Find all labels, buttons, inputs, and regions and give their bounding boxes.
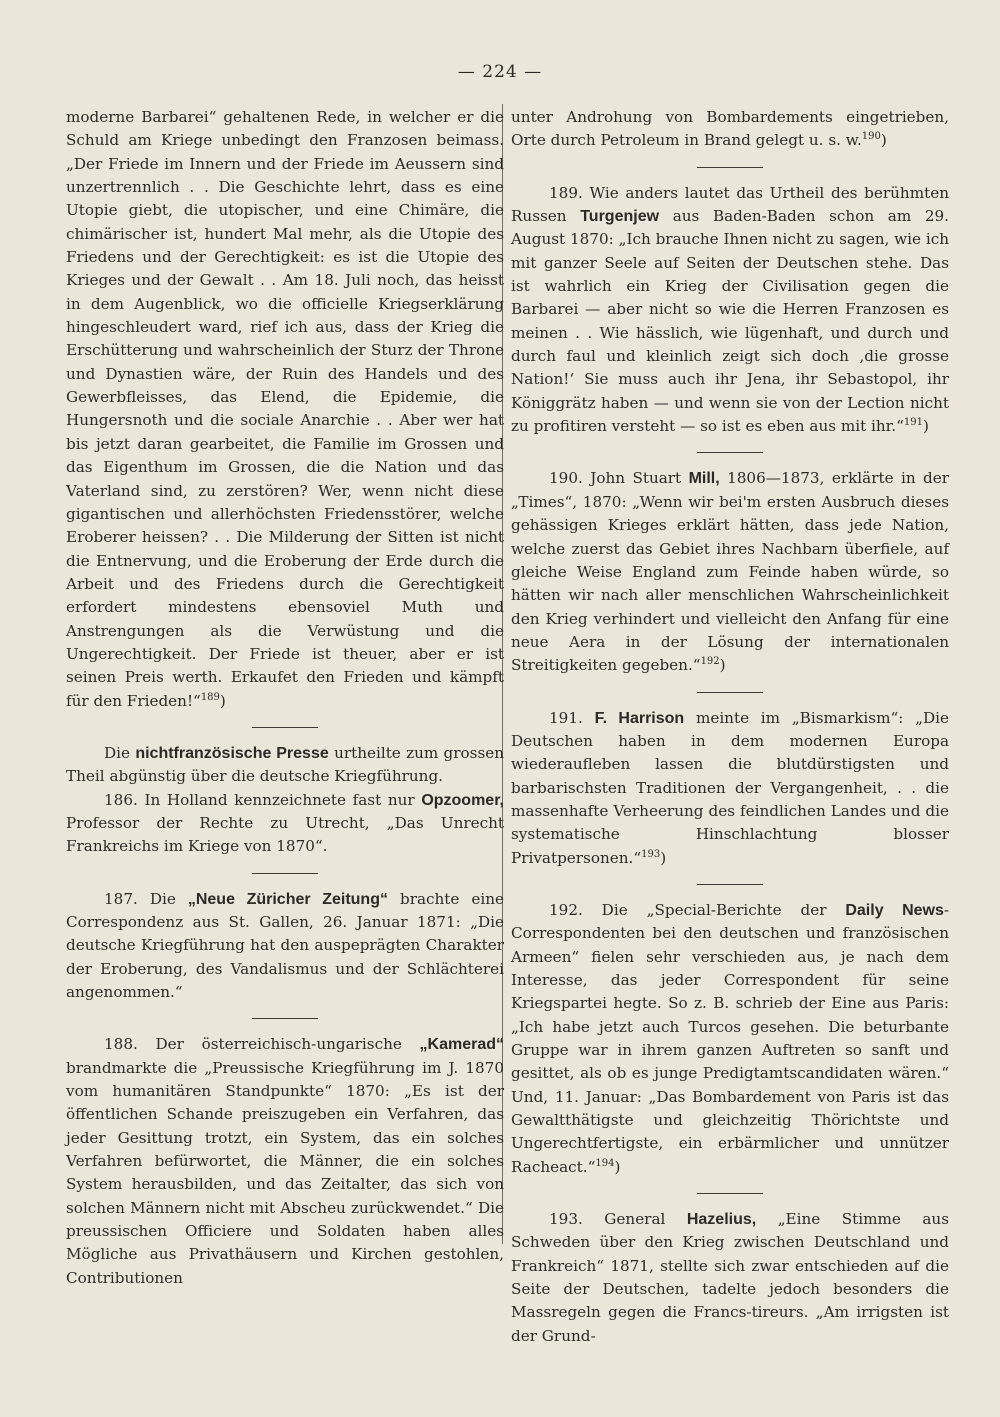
paragraph-186 [66,789,504,859]
emphasis-text: Opzoomer, [421,791,504,809]
section-rule [697,167,763,168]
footnote-ref: 194 [595,1157,615,1169]
right-column [511,106,949,1348]
paragraph-text: moderne Barbarei“ gehaltenen Rede, in welcher er die Schuld am Kriege unbedingt den Franzosen beimass. „Der Friede im Innern und der Friede im Aeussern sind unzertrennlich . . Die Geschichte lehrt, dass es eine Utopie giebt, die utopischer, und eine Chimäre, die chimärischer ist, hundert Mal mehr, als die Utopie des Friedens und der Gerechtigkeit: es ist die Utopie des Krieges und der Gewalt . . Am 18. Juli noch, das heisst in dem Augenblick, wo die officielle Kriegserklärung hingeschleudert ward, rief ich aus, dass der Krieg die Erschütterung und wahrscheinlich der Sturz der Throne und Dynastien wäre, der Ruin des Handels und des Gewerbfleisses, das Elend, die Epidemie, die Hungersnoth und die sociale Anarchie . . Aber wer hat bis jetzt daran gearbeitet, die Familie im Grossen und das Eigenthum im Grossen, die die Nation und das Vaterland sind, zu zerstören? Wer, wenn nicht diese gigantischen und allerhöchsten Friedensstörer, welche Eroberer heissen? . . Die Milderung der Sitten ist nicht die Entnervung, und die Eroberung der Erde durch die Arbeit und des Friedens durch die Gerechtigkeit erfordert mindestens ebensoviel Muth und Anstrengungen als die Verwüstung und die Ungerechtigkeit. Der Friede ist theuer, aber er ist seinen Preis werth. Erkaufet den Frieden und kämpft für den Frieden!“ [66,108,504,710]
paragraph-text: unter Androhung von Bombardements eingetrieben, Orte durch Petroleum in Brand gelegt u. s. w. [511,108,949,150]
paragraph-text: Die [104,743,131,762]
paragraph-text: urtheilte zum grossen Theil abgünstig über die deutsche Kriegführung. [66,743,505,786]
paragraph-text: 187. Die [104,889,176,908]
emphasis-text: Hazelius, [686,1211,757,1229]
paragraph-188-continued: unter Androhung von Bombardements eingetrieben, Orte durch Petroleum in Brand gelegt u. s. w.$^{190}$) [511,108,949,150]
paragraph-text: brachte eine Correspondenz aus St. Gallen, 26. Januar 1871: „Die deutsche Kriegführung hat den auspeprägten Charakter der Eroberung, des Vandalismus und der Schlächterei angenommen.“ [66,889,505,1002]
emphasis-text: „Neue Züricher Zeitung“ [187,890,388,908]
paragraph-190: 190. John Stuart Mill, 1806—1873, erklärte in der „Times“, 1870: „Wenn wir bei'm ersten Ausbruch dieses gehässigen Krieges erklärt hätten, dass jede Nation, welche zuerst das Gebiet ihres Nachbarn überfiele, auf gleiche Weise England zum Feinde haben würde, so hätten wir nach aller menschlichen Wahrscheinlichkeit den Krieg verhindert und vielleicht den Anfang für eine neue Aera in der Lösung der internationalen Streitigkeiten gegeben.“$^{192}$) [511,469,950,675]
section-rule [697,692,763,693]
paragraph-text: aus Baden-Baden schon am 29. August 1870: „Ich brauche Ihnen nicht zu sagen, wie ich mit ganzer Seele auf Seiten der Deutschen stehe. Das ist wahrlich ein Krieg der Civilisation gegen die Barbarei — aber nicht so wie die Herren Franzosen es meinen . . Wie hässlich, wie lügenhaft, und durch und durch faul und kleinlich zeigt sich doch ‚die grosse Nation!‘ Sie muss auch ihr Jena, ihr Sebastopol, ihr Königgrätz haben — und wenn sie von der Lection nicht zu profitiren versteht — so ist es eben aus mit ihr.“ [511,207,950,436]
section-rule [252,727,318,728]
paragraph-text: meinte im „Bismarkism“: „Die Deutschen haben in dem modernen Europa wiederaufleben lassen die blutdürstigsten und barbarischsten Traditionen der Vergangenheit, . . die massenhafte Verheerung des feindlichen Landes und die systematische Hinschlachtung blosser Privatpersonen.“ [511,708,949,867]
paragraph-text: 192. Die „Special-Berichte der [549,900,827,919]
paragraph-text: brandmarkte die „Preussische Kriegführung im J. 1870 vom humanitären Standpunkte“ 1870: „Es ist der öffentlichen Schande preiszugeben ein Verfahren, das jeder Gesittung trotzt, ein System, das ein solches Verfahren befürwortet, die Männer, die ein solches System herausbilden, und das Zeitalter, das sich von solchen Männern nicht mit Abscheu zurückwendet.“ Die preussischen Officiere und Soldaten haben alles Mögliche aus Privathäusern und Kirchen gestohlen, Contributionen [66,1058,504,1287]
paragraph-text: 191. [549,708,583,727]
paragraph-text: „Eine Stimme aus Schweden über den Krieg zwischen Deutschland und Frankreich“ 1871, stellte sich zwar entschieden auf die Seite der Deutschen, tadelte jedoch besonders die Massregeln gegen die Francs-tireurs. „Am irrigsten ist der Grund- [511,1210,950,1345]
paragraph-187 [66,888,504,1005]
paragraph-192: 192. Die „Special-Berichte der Daily News-Correspondenten bei den deutschen und französischen Armeen“ fielen sehr verschieden aus, je nach dem Interesse, das jeder Correspondent für seine Kriegspartei hegte. So z. B. schrieb der Eine aus Paris: „Ich habe jetzt auch Turcos gesehen. Die beturbante Gruppe war in ihrem ganzen Auftreten so sanft und gesittet, als ob es junge Predigtamtscandidaten wären.“ Und, 11. Januar: „Das Bombardement von Paris ist das Gewaltthätigste und gleichzeitig Thörichtste und Ungerechtfertigste, ein erbärmlicher und unnützer Racheact.“$^{194}$) [511,900,950,1176]
emphasis-text: nichtfranzösische Presse [135,744,329,762]
emphasis-text: F. Harrison [594,709,685,727]
paragraph-non-french-press [66,742,504,789]
footnote-ref: 191 [903,417,923,429]
section-rule [697,884,763,885]
paragraph-text: 193. General [549,1210,666,1229]
section-rule [697,1193,763,1194]
left-column [66,106,504,1290]
emphasis-text: Daily News [845,901,944,919]
section-rule [252,1018,318,1019]
paragraph-text: 190. John Stuart [549,469,682,488]
paragraph-speech-continued: moderne Barbarei“ gehaltenen Rede, in welcher er die Schuld am Kriege unbedingt den Franzosen beimass. „Der Friede im Innern und der Friede im Aeussern sind unzertrennlich . . Die Geschichte lehrt, dass es eine Utopie giebt, die utopischer, und eine Chimäre, die chimärischer ist, hundert Mal mehr, als die Utopie des Friedens und der Gerechtigkeit: es ist die Utopie des Krieges und der Gewalt . . Am 18. Juli noch, das heisst in dem Augenblick, wo die officielle Kriegserklärung hingeschleudert ward, rief ich aus, dass der Krieg die Erschütterung und wahrscheinlich der Sturz der Throne und Dynastien wäre, der Ruin des Handels und des Gewerbfleisses, das Elend, die Epidemie, die Hungersnoth und die sociale Anarchie . . Aber wer hat bis jetzt daran gearbeitet, die Familie im Grossen und das Eigenthum im Grossen, die die Nation und das Vaterland sind, zu zerstören? Wer, wenn nicht diese gigantischen und allerhöchsten Friedensstörer, welche Eroberer heissen? . . Die Milderung der Sitten ist nicht die Entnervung, und die Eroberung der Erde durch die Arbeit und des Friedens durch die Gerechtigkeit erfordert mindestens ebensoviel Muth und Anstrengungen als die Verwüstung und die Ungerechtigkeit. Der Friede ist theuer, aber er ist seinen Preis werth. Erkaufet den Frieden und kämpft für den Frieden!“$^{189}$) [66,108,504,710]
footnote-ref: 193 [641,848,661,860]
emphasis-text: Turgenjew [580,208,660,226]
paragraph-text: 1806—1873, erklärte in der „Times“, 1870: „Wenn wir bei'm ersten Ausbruch dieses gehässigen Krieges erklärt hätten, dass jede Nation, welche zuerst das Gebiet ihres Nachbarn überfiele, auf gleiche Weise England zum Feinde haben würde, so hätten wir nach aller menschlichen Wahrscheinlichkeit den Krieg verhindert und vielleicht den Anfang für eine neue Aera in der Lösung der internationalen Streitigkeiten gegeben.“ [511,469,950,675]
page-number: — 224 — [457,62,543,82]
section-rule [697,452,763,453]
paragraph-text: 188. Der österreichisch-ungarische [104,1035,402,1054]
footnote-ref: 189 [200,691,220,703]
emphasis-text: Mill, [688,470,720,488]
paragraph-text: Professor der Rechte zu Utrecht, „Das Unrecht Frankreichs im Kriege von 1870“. [66,813,504,856]
paragraph-189: 189. Wie anders lautet das Urtheil des berühmten Russen Turgenjew aus Baden-Baden schon am 29. August 1870: „Ich brauche Ihnen nicht zu sagen, wie ich mit ganzer Seele auf Seiten der Deutschen stehe. Das ist wahrlich ein Krieg der Civilisation gegen die Barbarei — aber nicht so wie die Herren Franzosen es meinen . . Wie hässlich, wie lügenhaft, und durch und durch faul und kleinlich zeigt sich doch ‚die grosse Nation!‘ Sie muss auch ihr Jena, ihr Sebastopol, ihr Königgrätz haben — und wenn sie von der Lection nicht zu profitiren versteht — so ist es eben aus mit ihr.“$^{191}$) [511,183,950,436]
paragraph-188 [66,1033,504,1290]
paragraph-text: 189. Wie anders lautet das Urtheil des berühmten Russen [511,183,949,226]
paragraph-text: 186. In Holland kennzeichnete fast nur [104,790,415,809]
section-rule [252,873,318,874]
paragraph-191: 191. F. Harrison meinte im „Bismarkism“: „Die Deutschen haben in dem modernen Europa wiederaufleben lassen die blutdürstigsten und barbarischsten Traditionen der Vergangenheit, . . die massenhafte Verheerung des feindlichen Landes und die systematische Hinschlachtung blosser Privatpersonen.“$^{193}$) [511,708,949,867]
paragraph-193 [511,1208,949,1348]
footnote-ref: 190 [861,131,881,143]
emphasis-text: „Kamerad“ [419,1036,504,1054]
paragraph-text: -Correspondenten bei den deutschen und französischen Armeen“ fielen sehr verschieden aus, je nach dem Interesse, das jeder Correspondent für seine Kriegspartei hegte. So z. B. schrieb der Eine aus Paris: „Ich habe jetzt auch Turcos gesehen. Die beturbante Gruppe war in ihrem ganzen Auftreten so sanft und gesittet, als ob es junge Predigtamtscandidaten wären.“ Und, 11. Januar: „Das Bombardement von Paris ist das Gewaltthätigste und gleichzeitig Thörichtste und Ungerechtfertigste, ein erbärmlicher und unnützer Racheact.“ [511,900,950,1176]
footnote-ref: 192 [700,656,720,668]
